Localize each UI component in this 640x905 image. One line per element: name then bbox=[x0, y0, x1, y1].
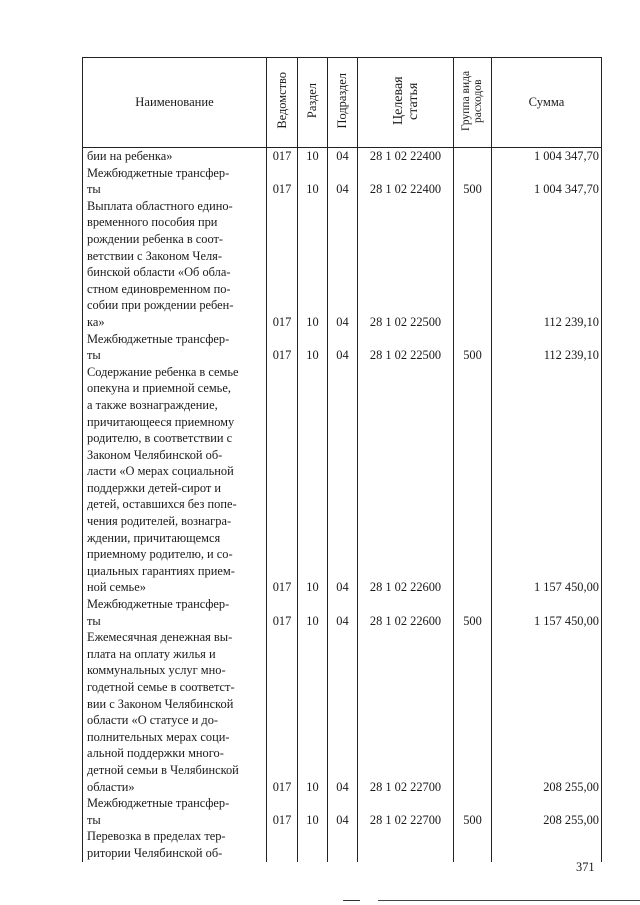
cell-name-line: Межбюджетные трансфер- bbox=[87, 796, 230, 811]
cell-celevaya: 28 1 02 22400 bbox=[358, 165, 454, 198]
cell-podrazd: 04 bbox=[328, 629, 358, 795]
cell-gruppa bbox=[454, 828, 492, 861]
header-name: Наименование bbox=[83, 58, 267, 148]
cell-gruppa: 500 bbox=[454, 795, 492, 828]
cell-name-line: ка» bbox=[87, 314, 105, 329]
cell-name bbox=[83, 795, 267, 828]
cell-name bbox=[83, 596, 267, 629]
cell-celevaya: 28 1 02 22500 bbox=[358, 331, 454, 364]
cell-name-line: ласти «О мерах социальной bbox=[87, 464, 234, 479]
page-number: 371 bbox=[576, 860, 595, 874]
cell-podrazd: 04 bbox=[328, 364, 358, 596]
cell-name-line: области «О статусе и до- bbox=[87, 713, 219, 728]
cell-name-line: Межбюджетные трансфер- bbox=[87, 331, 230, 346]
table-row bbox=[83, 795, 602, 828]
cell-ved: 017 bbox=[267, 165, 298, 198]
cell-ved: 017 bbox=[267, 596, 298, 629]
cell-razd: 10 bbox=[298, 795, 328, 828]
cell-name-line: ты bbox=[87, 812, 101, 827]
cell-name-line: Законом Челябинской об- bbox=[87, 447, 223, 462]
cell-name-line: ритории Челябинской об- bbox=[87, 845, 223, 860]
cell-name-line: циальных гарантиях прием- bbox=[87, 563, 235, 578]
cell-name-line: ты bbox=[87, 182, 101, 197]
cell-podrazd: 04 bbox=[328, 198, 358, 331]
cell-podrazd: 04 bbox=[328, 148, 358, 165]
table-row bbox=[83, 596, 602, 629]
cell-name-line: приемному родителю, и со- bbox=[87, 547, 233, 562]
header-ved: Ведомство bbox=[267, 58, 298, 148]
cell-summa: 1 004 347,70 bbox=[492, 165, 602, 198]
cell-name-line: ветствии с Законом Челя- bbox=[87, 248, 222, 263]
table-row bbox=[83, 198, 602, 331]
cell-name-line: Межбюджетные трансфер- bbox=[87, 165, 230, 180]
cell-ved: 017 bbox=[267, 331, 298, 364]
cell-summa: 208 255,00 bbox=[492, 629, 602, 795]
cell-name-line: Содержание ребенка в семье bbox=[87, 364, 239, 379]
cell-razd: 10 bbox=[298, 629, 328, 795]
header-celevaya: Целевая статья bbox=[358, 58, 454, 148]
table-row bbox=[83, 364, 602, 596]
cell-podrazd: 04 bbox=[328, 795, 358, 828]
cell-summa: 1 004 347,70 bbox=[492, 148, 602, 165]
cell-name-line: бии на ребенка» bbox=[87, 149, 173, 163]
cell-summa bbox=[492, 828, 602, 861]
cell-name-line: стном единовременном по- bbox=[87, 281, 231, 296]
cell-name bbox=[83, 331, 267, 364]
cell-celevaya bbox=[358, 828, 454, 861]
cell-name-line: временного пособия при bbox=[87, 215, 218, 230]
cell-gruppa bbox=[454, 198, 492, 331]
cell-name-line: коммунальных услуг мно- bbox=[87, 663, 226, 678]
cell-gruppa bbox=[454, 629, 492, 795]
cell-ved: 017 bbox=[267, 198, 298, 331]
cell-name-line: опекуна и приемной семье, bbox=[87, 381, 231, 396]
cell-name bbox=[83, 198, 267, 331]
cell-summa: 208 255,00 bbox=[492, 795, 602, 828]
cell-razd bbox=[298, 828, 328, 861]
cell-name-line: ждении, причитающемся bbox=[87, 530, 221, 545]
cell-name bbox=[83, 629, 267, 795]
cell-name-line: рождении ребенка в соот- bbox=[87, 231, 224, 246]
header-razd: Раздел bbox=[298, 58, 328, 148]
cell-razd: 10 bbox=[298, 331, 328, 364]
cell-summa: 112 239,10 bbox=[492, 198, 602, 331]
table-row bbox=[83, 148, 602, 165]
cell-name-line: области» bbox=[87, 779, 135, 794]
cell-celevaya: 28 1 02 22600 bbox=[358, 364, 454, 596]
cell-ved: 017 bbox=[267, 795, 298, 828]
cell-summa: 112 239,10 bbox=[492, 331, 602, 364]
cell-celevaya: 28 1 02 22600 bbox=[358, 596, 454, 629]
table-row bbox=[83, 629, 602, 795]
cell-name-line: причитающееся приемному bbox=[87, 414, 235, 429]
header-summa: Сумма bbox=[492, 58, 602, 148]
cell-name bbox=[83, 165, 267, 198]
cell-gruppa bbox=[454, 364, 492, 596]
cell-name-line: родителю, в соответствии с bbox=[87, 431, 233, 446]
table-row bbox=[83, 165, 602, 198]
cell-name-line: ной семье» bbox=[87, 580, 146, 595]
cell-name-line: Выплата областного едино- bbox=[87, 198, 233, 213]
cell-summa: 1 157 450,00 bbox=[492, 596, 602, 629]
cell-name bbox=[83, 364, 267, 596]
cell-name-line: ты bbox=[87, 348, 101, 363]
header-podrazd: Подраздел bbox=[328, 58, 358, 148]
header-gruppa: Группа вида расходов bbox=[454, 58, 492, 148]
cell-razd: 10 bbox=[298, 165, 328, 198]
scan-artifact-line bbox=[343, 900, 360, 901]
cell-name-line: бинской области «Об обла- bbox=[87, 265, 231, 280]
cell-name-line: Межбюджетные трансфер- bbox=[87, 597, 230, 612]
cell-name-line: годетной семье в соответст- bbox=[87, 680, 235, 694]
cell-gruppa: 500 bbox=[454, 165, 492, 198]
cell-name-line: а также вознаграждение, bbox=[87, 397, 218, 412]
cell-celevaya: 28 1 02 22500 bbox=[358, 198, 454, 331]
cell-gruppa bbox=[454, 148, 492, 165]
cell-celevaya: 28 1 02 22400 bbox=[358, 148, 454, 165]
cell-podrazd: 04 bbox=[328, 165, 358, 198]
cell-ved: 017 bbox=[267, 148, 298, 165]
cell-razd: 10 bbox=[298, 148, 328, 165]
cell-podrazd: 04 bbox=[328, 596, 358, 629]
cell-podrazd: 04 bbox=[328, 331, 358, 364]
cell-ved: 017 bbox=[267, 364, 298, 596]
cell-name bbox=[83, 828, 267, 861]
scan-artifact-line bbox=[378, 900, 640, 901]
cell-name-line: вии с Законом Челябинской bbox=[87, 696, 234, 711]
cell-name-line: детной семьи в Челябинской bbox=[87, 762, 239, 777]
cell-name-line: поддержки детей-сирот и bbox=[87, 480, 222, 495]
cell-name-line: Ежемесячная денежная вы- bbox=[87, 630, 233, 645]
budget-table bbox=[82, 57, 602, 862]
cell-podrazd bbox=[328, 828, 358, 861]
cell-summa: 1 157 450,00 bbox=[492, 364, 602, 596]
cell-razd: 10 bbox=[298, 596, 328, 629]
cell-celevaya: 28 1 02 22700 bbox=[358, 795, 454, 828]
cell-ved: 017 bbox=[267, 629, 298, 795]
cell-gruppa: 500 bbox=[454, 596, 492, 629]
cell-name-line: плата на оплату жилья и bbox=[87, 646, 216, 661]
cell-razd: 10 bbox=[298, 364, 328, 596]
cell-ved bbox=[267, 828, 298, 861]
table-row bbox=[83, 828, 602, 861]
cell-name-line: ты bbox=[87, 613, 101, 628]
cell-name bbox=[83, 148, 267, 165]
table-row bbox=[83, 331, 602, 364]
table-body bbox=[83, 148, 602, 862]
cell-gruppa: 500 bbox=[454, 331, 492, 364]
cell-name-line: собии при рождении ребен- bbox=[87, 298, 234, 313]
cell-name-line: чения родителей, вознагра- bbox=[87, 514, 232, 529]
cell-name-line: полнительных мерах соци- bbox=[87, 729, 230, 744]
table-header bbox=[83, 58, 602, 148]
cell-name-line: альной поддержки много- bbox=[87, 746, 224, 761]
cell-name-line: детей, оставшихся без попе- bbox=[87, 497, 237, 512]
cell-name-line: Перевозка в пределах тер- bbox=[87, 829, 226, 844]
cell-razd: 10 bbox=[298, 198, 328, 331]
cell-celevaya: 28 1 02 22700 bbox=[358, 629, 454, 795]
